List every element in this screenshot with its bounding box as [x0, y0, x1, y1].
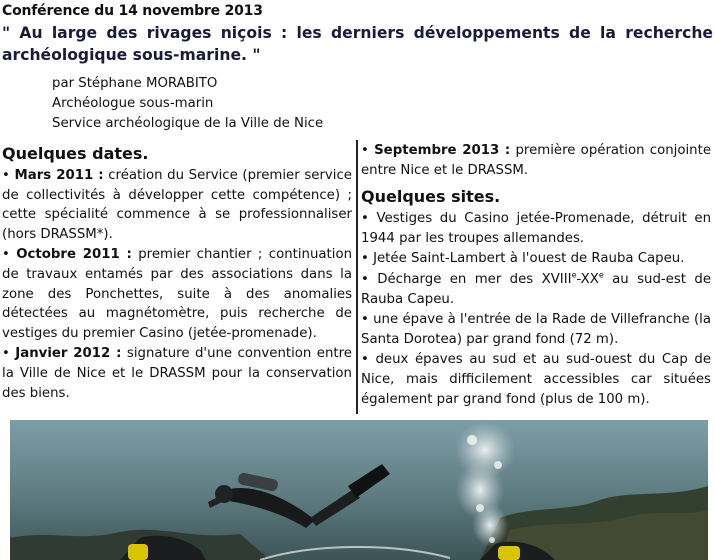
entry-date: Janvier 2012 :: [15, 346, 122, 362]
decharge-mid: -XX: [576, 271, 599, 287]
author-block: [52, 74, 323, 134]
site-casino: • Vestiges du Casino jetée-Promenade, détruit en 1944 par les troupes allemandes.: [361, 211, 711, 246]
site-epaves-cap-de-nice: • deux épaves au sud et au sud-ouest du Cap de Nice, mais difficilement accessibles car situées également par grand fond (plus de 100 m).: [361, 352, 711, 407]
site-epave-villefranche: • une épave à l'entrée de la Rade de Villefranche (la Santa Dorotea) par grand fond (72 m).: [361, 312, 711, 347]
underwater-photo: [10, 420, 708, 560]
bullet: •: [2, 346, 10, 362]
site-decharge: [361, 270, 711, 310]
conference-date: Conférence du 14 novembre 2013: [2, 3, 263, 19]
site-jetee-saint-lambert: • Jetée Saint-Lambert à l'ouest de Rauba Capeu.: [361, 251, 685, 267]
entry-date: Mars 2011 :: [14, 168, 104, 183]
entry-text: signature d'une convention entre la Ville de Nice et le DRASSM pour la conservation des biens.: [2, 346, 352, 401]
entry-text: premier chantier ; continuation de travaux entamés par des associations dans la zone des Ponchettes, suite à des anomalies détectées au magnétomètre, puis recherche de vestiges du premier Casino (jetée-promenade).: [2, 247, 353, 341]
superscript: e: [571, 270, 577, 280]
date-entry-mars-2011: [2, 166, 352, 244]
author-service: Service archéologique de la Ville de Nice: [52, 116, 324, 131]
entry-text: première opération conjointe entre Nice et le DRASSM.: [361, 143, 711, 178]
sites-column: [361, 141, 711, 410]
decharge-suffix: au sud-est de Rauba Capeu.: [361, 271, 711, 307]
dates-column: [2, 143, 352, 404]
date-entry-octobre-2011: [2, 245, 352, 343]
entry-text: création du Service (premier service de collectivités à développer cette compétence) ; cette spécialité commence à se professionnaliser (hors DRASSM*).: [2, 168, 352, 242]
date-entry-janvier-2012: [2, 344, 352, 403]
author-role: Archéologue sous-marin: [52, 96, 214, 111]
dates-heading: Quelques dates.: [2, 144, 149, 163]
bullet: •: [361, 143, 369, 158]
author-name: par Stéphane MORABITO: [52, 76, 218, 91]
entry-date: Octobre 2011 :: [16, 247, 132, 263]
lecture-title: " Au large des rivages niçois : les derniers développements de la recherche archéologique sous-marine. ": [2, 24, 713, 64]
bullet: •: [2, 168, 10, 183]
bullet: •: [2, 247, 10, 263]
sites-heading: Quelques sites.: [361, 187, 501, 207]
superscript: e: [598, 270, 604, 280]
decharge-prefix: • Décharge en mer des XVIII: [361, 271, 572, 287]
column-divider: [356, 140, 358, 414]
date-entry-septembre-2013: [361, 141, 711, 180]
entry-date: Septembre 2013 :: [374, 143, 511, 158]
